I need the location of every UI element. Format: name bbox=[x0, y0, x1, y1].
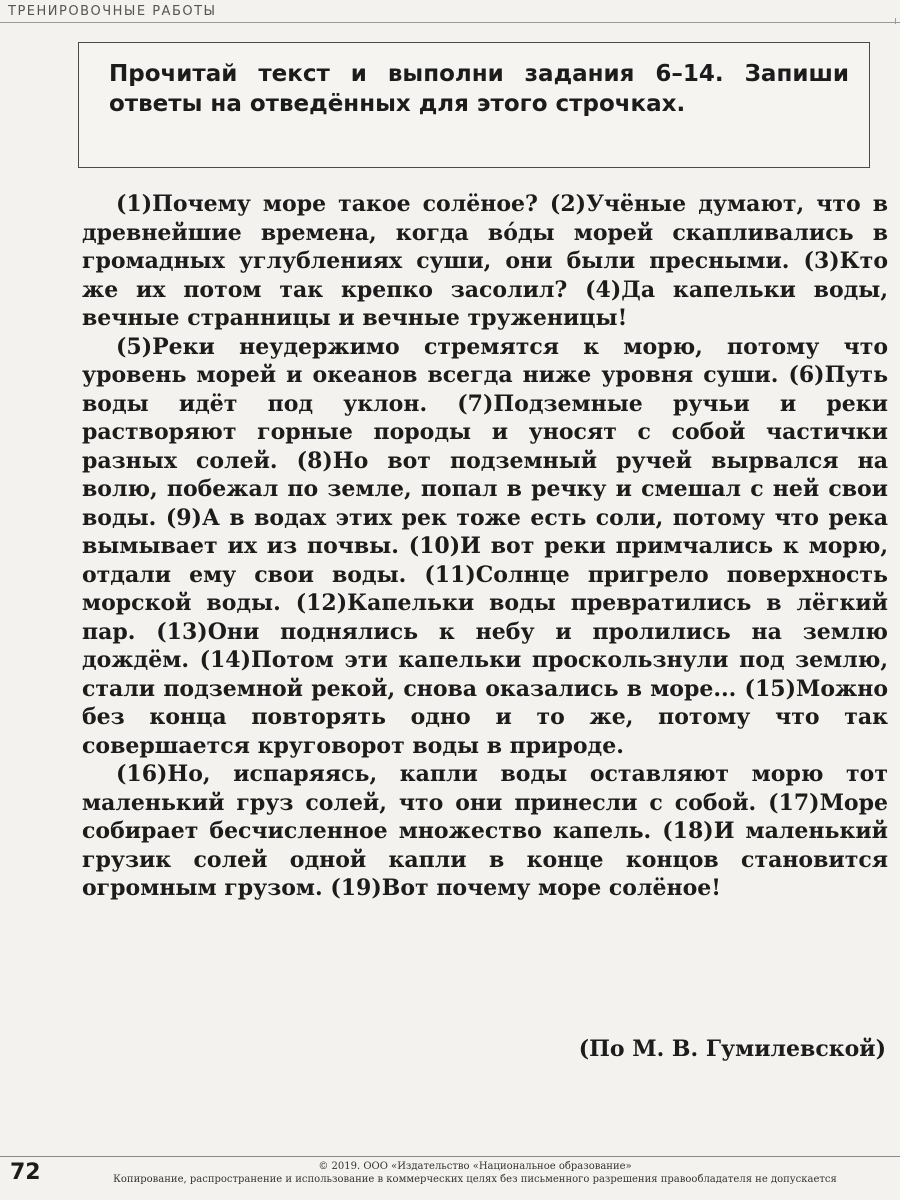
copyright-notice: Копирование, распространение и использование в коммерческих целях без письменного разрешения правообладателя не допускается bbox=[113, 1174, 837, 1185]
reading-text bbox=[82, 190, 888, 903]
copyright-line: © 2019. ООО «Издательство «Национальное образование» bbox=[318, 1161, 632, 1172]
footer-divider bbox=[0, 1156, 900, 1157]
header-divider bbox=[0, 22, 900, 23]
header-divider-end bbox=[889, 18, 896, 24]
paragraph-1: (1)Почему море такое солёное? (2)Учёные думают, что в древнейшие времена, когда во́ды морей скапливались в громадных углублениях суши, они были пресными. (3)Кто же их потом так крепко засолил? (4)Да капельки воды, вечные странницы и вечные труженицы! bbox=[82, 191, 888, 331]
paragraph-2: (5)Реки неудержимо стремятся к морю, потому что уровень морей и океанов всегда ниже уровня суши. (6)Путь воды идёт под уклон. (7)Подземные ручьи и реки растворяют горные породы и уносят с собой частички разных солей. (8)Но вот подземный ручей вырвался на волю, побежал по земле, попал в речку и смешал с ней свои воды. (9)А в водах этих рек тоже есть соли, потому что река вымывает их из почвы. (10)И вот реки примчались к морю, отдали ему свои воды. (11)Солнце пригрело поверхность морской воды. (12)Капельки воды превратились в лёгкий пар. (13)Они поднялись к небу и пролились на землю дождём. (14)Потом эти капельки проскользнули под землю, стали подземной рекой, снова оказались в море... (15)Можно без конца повторять одно и то же, потому что так совершается круговорот воды в природе. bbox=[82, 333, 888, 759]
instruction-box bbox=[78, 42, 870, 168]
page-number: 72 bbox=[10, 1160, 41, 1185]
section-title: ТРЕНИРОВОЧНЫЕ РАБОТЫ bbox=[8, 4, 217, 19]
page-header bbox=[0, 0, 900, 24]
footer bbox=[60, 1160, 890, 1186]
source-attribution: (По М. В. Гумилевской) bbox=[578, 1036, 886, 1062]
paragraph-3: (16)Но, испаряясь, капли воды оставляют морю тот маленький груз солей, что они принесли с собой. (17)Море собирает бесчисленное множество капель. (18)И маленький грузик солей одной капли в конце концов становится огромным грузом. (19)Вот почему море солёное! bbox=[82, 761, 888, 901]
instruction-text: Прочитай текст и выполни задания 6–14. Запиши ответы на отведённых для этого строчках. bbox=[109, 61, 849, 117]
